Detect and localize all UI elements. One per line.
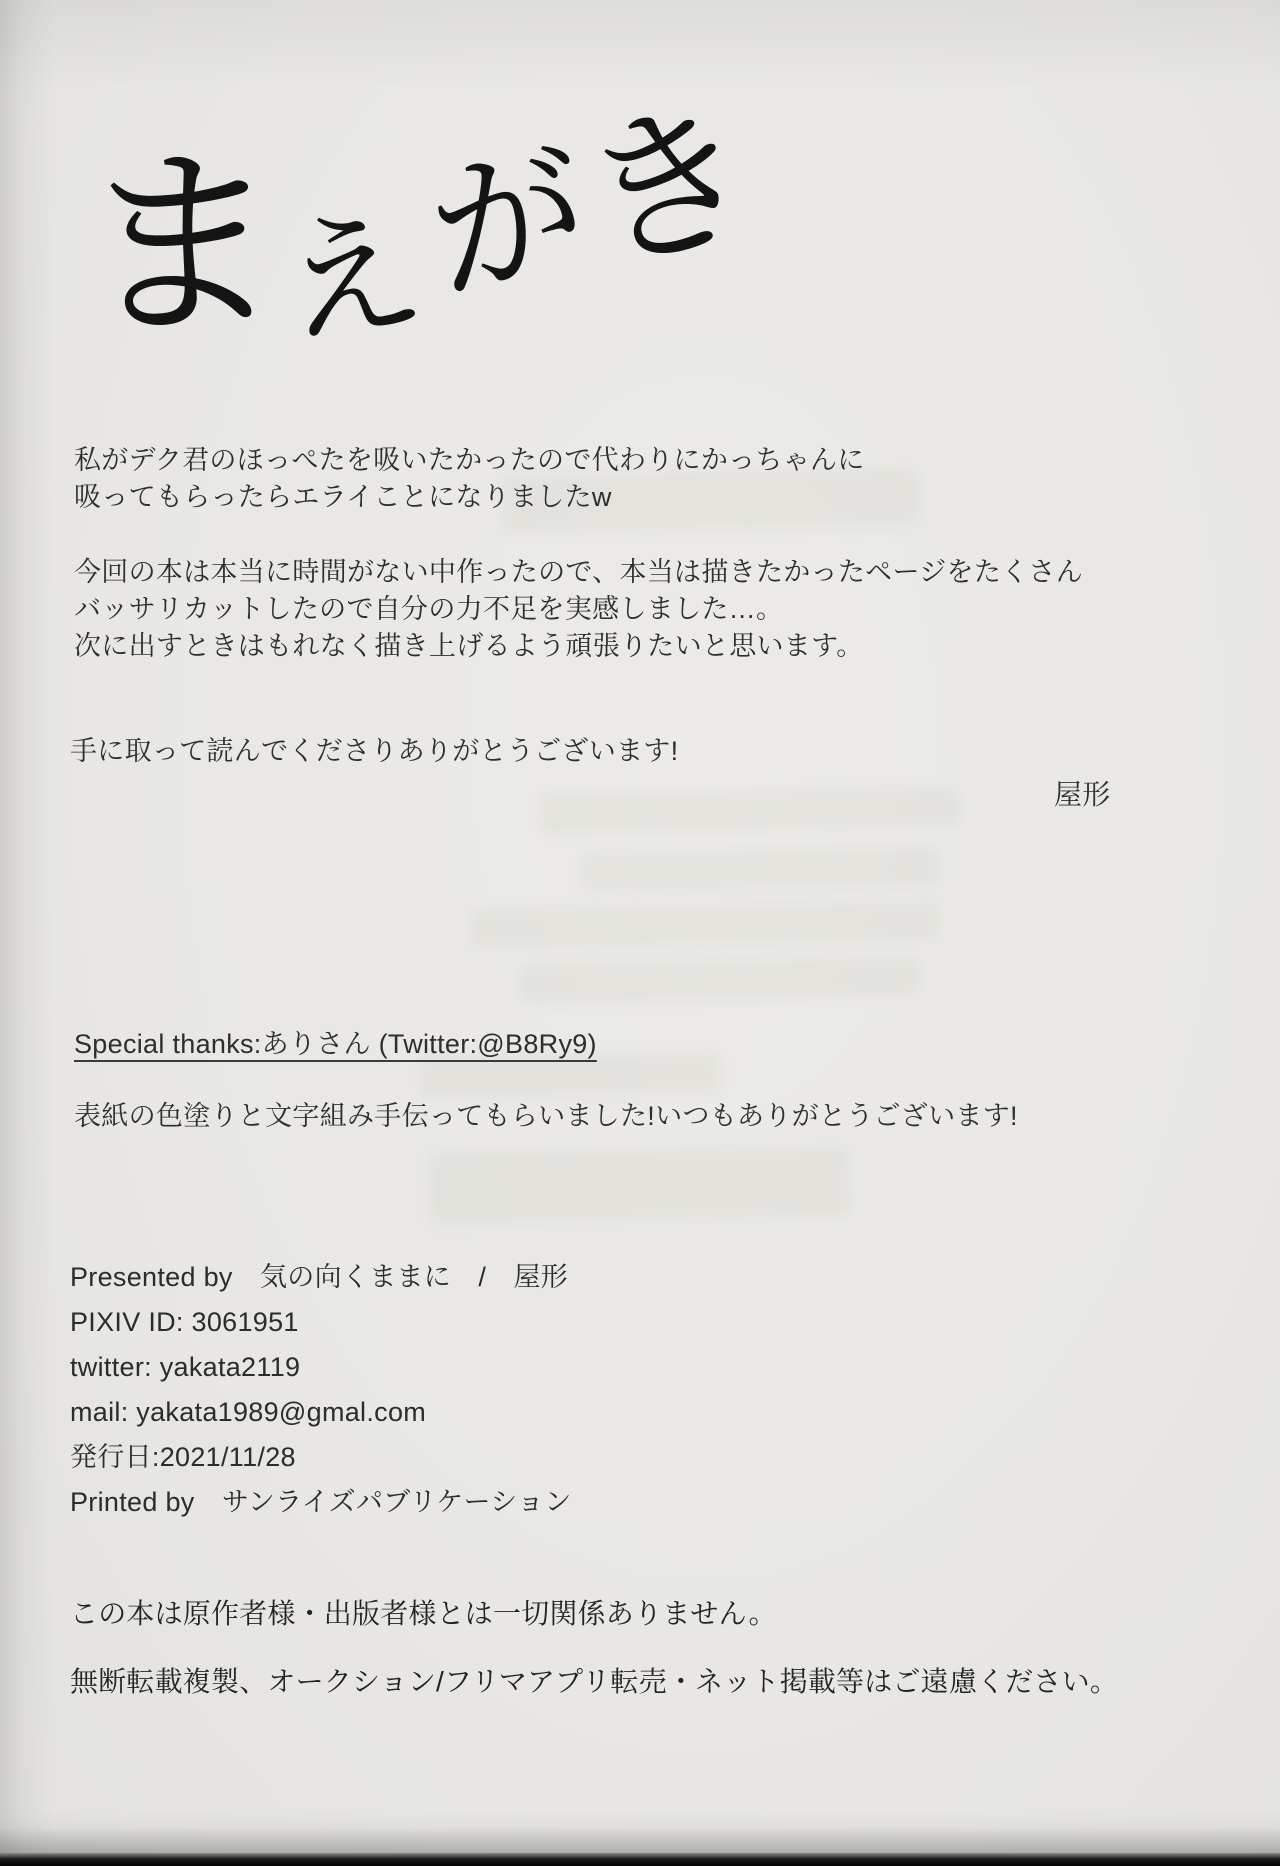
credit-twitter: twitter: yakata2119 <box>70 1352 301 1382</box>
intro-paragraph <box>74 442 865 516</box>
publication-credits <box>70 1255 572 1525</box>
special-thanks-line: Special thanks:ありさん (Twitter:@B8Ry9) <box>74 1029 597 1059</box>
show-through-smudge <box>470 901 941 949</box>
credit-publication-date: 発行日:2021/11/28 <box>70 1442 296 1472</box>
page-title-handwritten <box>70 70 773 374</box>
show-through-smudge <box>580 847 941 893</box>
disclaimer-line-2: 無断転載複製、オークション/フリマアプリ転売・ネット掲載等はご遠慮ください。 <box>70 1666 1119 1697</box>
reader-thanks-line: 手に取って読んでくださりありがとうございます! <box>70 736 679 766</box>
legal-disclaimer <box>70 1580 1118 1716</box>
credit-mail: mail: yakata1989@gmal.com <box>70 1397 427 1427</box>
special-thanks-note: 表紙の色塗りと文字組み手伝ってもらいました!いつもありがとうございます! <box>74 1101 1018 1131</box>
show-through-smudge <box>429 1146 850 1223</box>
intro-line-1: 私がデク君のほっぺたを吸いたかったので代わりにかっちゃんに <box>74 445 865 475</box>
reflection-line-2: バッサリカットしたので自分の力不足を実感しました…。 <box>74 594 784 624</box>
show-through-smudge <box>540 786 961 833</box>
disclaimer-line-1: この本は原作者様・出版者様とは一切関係ありません。 <box>70 1598 777 1629</box>
show-through-smudge <box>520 957 921 1004</box>
scan-edge-shadow <box>0 1827 1280 1853</box>
reflection-line-1: 今回の本は本当に時間がない中作ったので、本当は描きたかったページをたくさん <box>74 557 1084 587</box>
author-signature: 屋形 <box>1054 779 1111 810</box>
title-char-ki: き <box>565 76 773 298</box>
title-char-ga: が <box>414 121 603 323</box>
title-char-e: え <box>268 188 434 368</box>
reflection-paragraph <box>74 554 1083 665</box>
intro-line-2: 吸ってもらったらエライことになりましたw <box>74 482 612 512</box>
reflection-line-3: 次に出すときはもれなく描き上げるよう頑張りたいと思います。 <box>74 631 864 661</box>
title-char-ma: ま <box>79 131 285 361</box>
credit-presented-by: Presented by 気の向くままに / 屋形 <box>70 1262 569 1292</box>
scan-edge-bottom <box>0 1853 1280 1866</box>
credit-pixiv-id: PIXIV ID: 3061951 <box>70 1307 299 1337</box>
credit-printed-by: Printed by サンライズパブリケーション <box>70 1487 572 1517</box>
